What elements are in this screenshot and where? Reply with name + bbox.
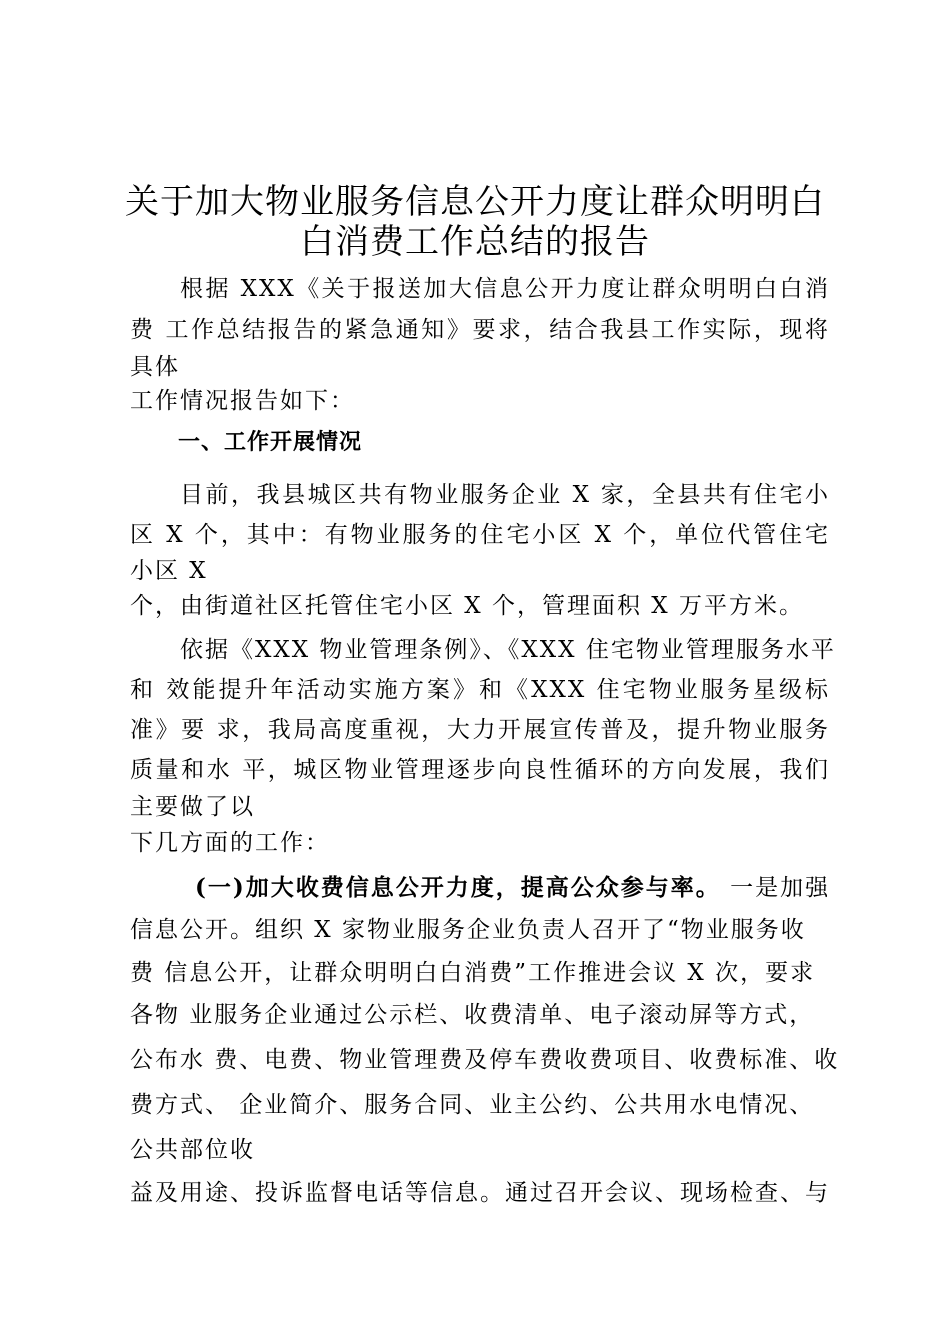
para1-line-3: 具体 <box>130 354 180 380</box>
para3-line-1: 依据《XXX 物业管理条例》、《XXX 住宅物业管理服务水平 <box>180 637 836 663</box>
para4-line-5: 公布水 费、电费、物业管理费及停车费收费项目、收费标准、收 <box>130 1047 840 1073</box>
para4-line-1-rest: 一是加强 <box>720 875 831 901</box>
para3-line-6: 下几方面的工作： <box>130 830 330 856</box>
document-title-line-1: 关于加大物业服务信息公开力度让群众明明白 <box>125 182 825 222</box>
para4-line-3: 费 信息公开，让群众明明白白消费”工作推进会议 X 次，要求 <box>130 960 816 986</box>
para3-line-3: 准》要 求，我局高度重视，大力开展宣传普及，提升物业服务 <box>130 717 830 743</box>
para4-line-6: 费方式、 企业简介、服务合同、业主公约、公共用水电情况、 <box>130 1092 815 1118</box>
para4-line-2: 信息公开。组织 X 家物业服务企业负责人召开了“物业服务收 <box>130 917 806 943</box>
para4-line-8: 益及用途、投诉监督电话等信息。通过召开会议、现场检查、与 <box>130 1180 830 1206</box>
para2-line-2: 区 X 个，其中：有物业服务的住宅小区 X 个，单位代管住宅 <box>130 522 830 548</box>
para1-line-4: 工作情况报告如下： <box>130 388 355 414</box>
para3-line-4: 质量和水 平，城区物业管理逐步向良性循环的方向发展，我们 <box>130 757 830 783</box>
para4-line-7: 公共部位收 <box>130 1137 255 1163</box>
para1-line-1: 根据 XXX《关于报送加大信息公开力度让群众明明白白消 <box>180 276 830 302</box>
para4-subheading: (一)加大收费信息公开力度，提高公众参与率。 <box>195 874 721 901</box>
para2-line-1: 目前，我县城区共有物业服务企业 X 家，全县共有住宅小 <box>180 482 830 508</box>
para2-line-4: 个，由街道社区托管住宅小区 X 个，管理面积 X 万平方米。 <box>130 593 804 619</box>
section-heading-1: 一、工作开展情况 <box>178 430 363 455</box>
para2-line-3: 小区 X <box>130 558 208 584</box>
para3-line-5: 主要做了以 <box>130 794 255 820</box>
para4-line-1 <box>195 873 830 903</box>
para4-line-4: 各物 业服务企业通过公示栏、收费清单、电子滚动屏等方式， <box>130 1002 815 1028</box>
document-title-line-2: 白消费工作总结的报告 <box>300 222 650 262</box>
para3-line-2: 和 效能提升年活动实施方案》和《XXX 住宅物业服务星级标 <box>130 677 830 703</box>
para1-line-2: 费 工作总结报告的紧急通知》要求，结合我县工作实际，现将 <box>130 317 830 343</box>
